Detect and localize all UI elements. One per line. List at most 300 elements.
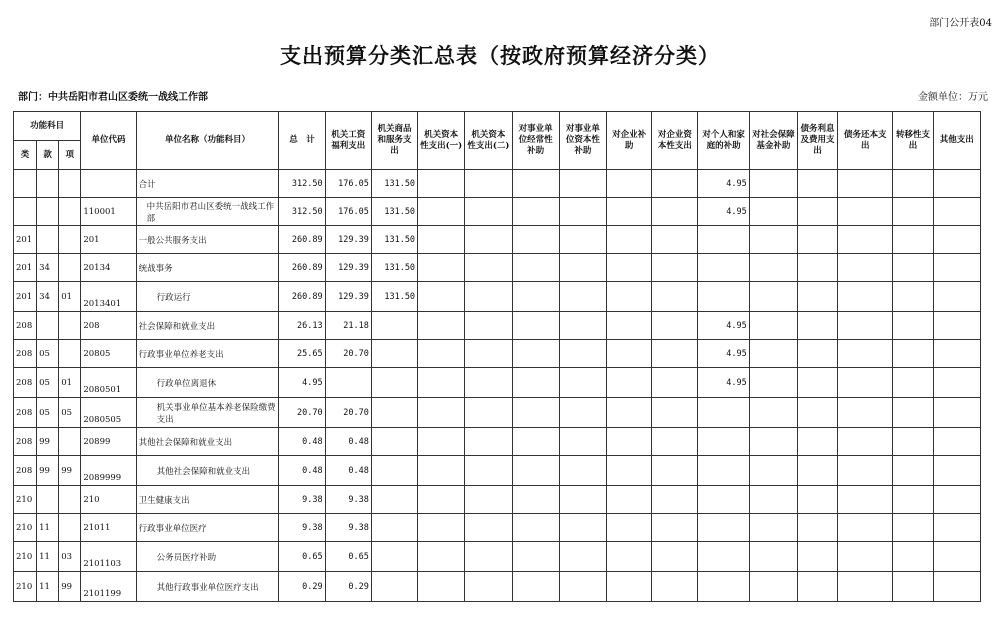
cell-c12 — [838, 170, 893, 198]
cell-c14 — [933, 340, 980, 368]
cell-total: 4.95 — [279, 368, 325, 398]
cell-code: 110001 — [81, 198, 136, 226]
table-row — [14, 486, 981, 514]
cell-c4 — [465, 198, 512, 226]
cell-lei: 208 — [14, 340, 37, 368]
lei-header: 类 — [14, 141, 37, 170]
cell-c7 — [607, 456, 652, 486]
cell-c5 — [512, 428, 559, 456]
cell-name: 行政单位离退休 — [136, 368, 279, 398]
cell-c2 — [371, 368, 417, 398]
cell-total: 9.38 — [279, 486, 325, 514]
cell-c13 — [893, 312, 933, 340]
cell-total: 0.65 — [279, 542, 325, 572]
cell-code: 21011 — [81, 514, 136, 542]
cell-c10 — [749, 456, 797, 486]
cell-c12 — [838, 542, 893, 572]
cell-xiang — [59, 340, 81, 368]
cell-lei: 210 — [14, 572, 37, 602]
cell-c6 — [559, 486, 606, 514]
cell-c10 — [749, 572, 797, 602]
cell-c1: 21.18 — [325, 312, 371, 340]
cell-c3 — [418, 456, 465, 486]
page-title: 支出预算分类汇总表（按政府预算经济分类） — [280, 43, 720, 68]
cell-c6 — [559, 428, 606, 456]
cell-c5 — [512, 456, 559, 486]
cell-c3 — [418, 170, 465, 198]
cell-c8 — [652, 368, 698, 398]
cell-c2 — [371, 456, 417, 486]
cell-c1: 0.48 — [325, 428, 371, 456]
cell-c12 — [838, 368, 893, 398]
cell-c8 — [652, 312, 698, 340]
cell-total: 0.48 — [279, 428, 325, 456]
cell-c2 — [371, 572, 417, 602]
cell-c2: 131.50 — [371, 226, 417, 254]
cell-xiang: 03 — [59, 542, 81, 572]
cell-c12 — [838, 398, 893, 428]
cell-c2 — [371, 514, 417, 542]
cell-c5 — [512, 312, 559, 340]
col-c8-header: 对企业资本性支出 — [652, 112, 698, 170]
cell-c8 — [652, 572, 698, 602]
cell-c3 — [418, 514, 465, 542]
cell-c1: 129.39 — [325, 282, 371, 312]
cell-xiang: 01 — [59, 282, 81, 312]
cell-c4 — [465, 542, 512, 572]
cell-c11 — [797, 514, 837, 542]
cell-c1: 0.29 — [325, 572, 371, 602]
cell-c3 — [418, 340, 465, 368]
cell-c2 — [371, 398, 417, 428]
cell-code: 2013401 — [81, 282, 136, 312]
cell-c9 — [698, 542, 749, 572]
cell-c3 — [418, 428, 465, 456]
cell-c3 — [418, 368, 465, 398]
cell-c4 — [465, 368, 512, 398]
cell-c6 — [559, 282, 606, 312]
cell-c13 — [893, 254, 933, 282]
cell-c7 — [607, 282, 652, 312]
cell-c9 — [698, 254, 749, 282]
table-row — [14, 312, 981, 340]
cell-c14 — [933, 312, 980, 340]
cell-c4 — [465, 514, 512, 542]
unit-name-header: 单位名称（功能科目） — [136, 112, 279, 170]
cell-c5 — [512, 170, 559, 198]
cell-lei: 210 — [14, 514, 37, 542]
cell-c13 — [893, 542, 933, 572]
cell-c3 — [418, 542, 465, 572]
cell-kuan: 11 — [37, 572, 59, 602]
cell-code: 20805 — [81, 340, 136, 368]
cell-name: 卫生健康支出 — [136, 486, 279, 514]
cell-c5 — [512, 514, 559, 542]
cell-kuan: 11 — [37, 542, 59, 572]
cell-lei — [14, 198, 37, 226]
cell-c1: 9.38 — [325, 514, 371, 542]
cell-name: 公务员医疗补助 — [136, 542, 279, 572]
cell-c13 — [893, 514, 933, 542]
cell-kuan: 99 — [37, 456, 59, 486]
cell-c7 — [607, 542, 652, 572]
cell-c13 — [893, 226, 933, 254]
cell-c2: 131.50 — [371, 282, 417, 312]
cell-c6 — [559, 368, 606, 398]
xiang-header: 项 — [59, 141, 81, 170]
cell-c14 — [933, 170, 980, 198]
cell-total: 26.13 — [279, 312, 325, 340]
cell-lei: 201 — [14, 254, 37, 282]
total-header: 总 计 — [279, 112, 325, 170]
cell-c4 — [465, 456, 512, 486]
col-c7-header: 对企业补助 — [607, 112, 652, 170]
cell-c11 — [797, 572, 837, 602]
cell-c1: 129.39 — [325, 226, 371, 254]
kuan-header: 款 — [37, 141, 59, 170]
cell-name: 行政事业单位养老支出 — [136, 340, 279, 368]
cell-name: 机关事业单位基本养老保险缴费支出 — [136, 398, 279, 428]
cell-c12 — [838, 254, 893, 282]
cell-c3 — [418, 198, 465, 226]
cell-c8 — [652, 428, 698, 456]
cell-c5 — [512, 226, 559, 254]
cell-c1: 129.39 — [325, 254, 371, 282]
cell-c6 — [559, 254, 606, 282]
cell-c4 — [465, 572, 512, 602]
cell-kuan — [37, 226, 59, 254]
cell-c1: 0.48 — [325, 456, 371, 486]
cell-lei: 201 — [14, 282, 37, 312]
cell-c12 — [838, 514, 893, 542]
cell-c6 — [559, 226, 606, 254]
col-c12-header: 债务还本支出 — [838, 112, 893, 170]
cell-c1: 0.65 — [325, 542, 371, 572]
cell-c14 — [933, 542, 980, 572]
cell-c7 — [607, 428, 652, 456]
department-label: 部门：中共岳阳市君山区委统一战线工作部 — [18, 92, 208, 103]
cell-c6 — [559, 542, 606, 572]
cell-code — [81, 170, 136, 198]
cell-c7 — [607, 226, 652, 254]
cell-c10 — [749, 514, 797, 542]
cell-total: 260.89 — [279, 254, 325, 282]
cell-c3 — [418, 254, 465, 282]
table-row — [14, 282, 981, 312]
cell-c11 — [797, 398, 837, 428]
func-subject-header: 功能科目 — [14, 112, 81, 141]
cell-c11 — [797, 312, 837, 340]
cell-c2 — [371, 340, 417, 368]
table-row — [14, 514, 981, 542]
cell-lei: 201 — [14, 226, 37, 254]
cell-kuan: 05 — [37, 398, 59, 428]
cell-name: 中共岳阳市君山区委统一战线工作部 — [136, 198, 279, 226]
cell-lei: 208 — [14, 428, 37, 456]
cell-c8 — [652, 340, 698, 368]
cell-xiang — [59, 428, 81, 456]
cell-lei: 210 — [14, 542, 37, 572]
cell-c6 — [559, 514, 606, 542]
cell-c11 — [797, 170, 837, 198]
cell-c10 — [749, 486, 797, 514]
cell-total: 260.89 — [279, 282, 325, 312]
cell-kuan: 11 — [37, 514, 59, 542]
table-row — [14, 542, 981, 572]
cell-c7 — [607, 340, 652, 368]
cell-c12 — [838, 226, 893, 254]
col-c5-header: 对事业单位经常性补助 — [512, 112, 559, 170]
cell-c11 — [797, 456, 837, 486]
cell-c1 — [325, 368, 371, 398]
cell-c4 — [465, 428, 512, 456]
cell-c2 — [371, 312, 417, 340]
cell-c13 — [893, 198, 933, 226]
cell-c10 — [749, 428, 797, 456]
cell-name: 合计 — [136, 170, 279, 198]
cell-c10 — [749, 198, 797, 226]
cell-c8 — [652, 456, 698, 486]
cell-c10 — [749, 254, 797, 282]
cell-c7 — [607, 572, 652, 602]
cell-xiang: 01 — [59, 368, 81, 398]
cell-name: 行政运行 — [136, 282, 279, 312]
cell-c7 — [607, 312, 652, 340]
table-row — [14, 340, 981, 368]
cell-c11 — [797, 542, 837, 572]
cell-code: 2101199 — [81, 572, 136, 602]
cell-c1: 176.05 — [325, 198, 371, 226]
cell-c8 — [652, 398, 698, 428]
cell-xiang: 99 — [59, 572, 81, 602]
cell-name: 社会保障和就业支出 — [136, 312, 279, 340]
cell-c3 — [418, 226, 465, 254]
cell-xiang: 05 — [59, 398, 81, 428]
cell-c14 — [933, 198, 980, 226]
cell-c5 — [512, 572, 559, 602]
cell-c4 — [465, 486, 512, 514]
cell-c10 — [749, 226, 797, 254]
cell-total: 0.48 — [279, 456, 325, 486]
cell-c8 — [652, 170, 698, 198]
cell-c5 — [512, 368, 559, 398]
cell-c11 — [797, 428, 837, 456]
cell-c3 — [418, 486, 465, 514]
col-c14-header: 其他支出 — [933, 112, 980, 170]
unit-code-header: 单位代码 — [81, 112, 136, 170]
col-c6-header: 对事业单位资本性补助 — [559, 112, 606, 170]
cell-code: 20134 — [81, 254, 136, 282]
cell-c5 — [512, 340, 559, 368]
cell-c11 — [797, 486, 837, 514]
cell-code: 20899 — [81, 428, 136, 456]
cell-c9: 4.95 — [698, 198, 749, 226]
cell-c8 — [652, 198, 698, 226]
table-row — [14, 368, 981, 398]
cell-c7 — [607, 398, 652, 428]
cell-c13 — [893, 572, 933, 602]
cell-c8 — [652, 486, 698, 514]
cell-name: 其他社会保障和就业支出 — [136, 428, 279, 456]
budget-table — [13, 111, 981, 602]
cell-name: 其他行政事业单位医疗支出 — [136, 572, 279, 602]
cell-xiang — [59, 312, 81, 340]
cell-c6 — [559, 198, 606, 226]
cell-total: 260.89 — [279, 226, 325, 254]
col-c13-header: 转移性支出 — [893, 112, 933, 170]
cell-c13 — [893, 486, 933, 514]
cell-c8 — [652, 282, 698, 312]
cell-c12 — [838, 428, 893, 456]
cell-c13 — [893, 282, 933, 312]
cell-c11 — [797, 254, 837, 282]
cell-c6 — [559, 398, 606, 428]
cell-c10 — [749, 170, 797, 198]
cell-c12 — [838, 198, 893, 226]
cell-kuan: 34 — [37, 282, 59, 312]
cell-c13 — [893, 368, 933, 398]
col-c2-header: 机关商品和服务支出 — [371, 112, 417, 170]
table-row — [14, 170, 981, 198]
cell-c6 — [559, 456, 606, 486]
cell-c4 — [465, 312, 512, 340]
cell-c4 — [465, 226, 512, 254]
cell-c10 — [749, 340, 797, 368]
cell-code: 2080501 — [81, 368, 136, 398]
cell-c10 — [749, 282, 797, 312]
cell-c8 — [652, 226, 698, 254]
cell-c11 — [797, 198, 837, 226]
cell-c6 — [559, 340, 606, 368]
table-row — [14, 398, 981, 428]
cell-name: 统战事务 — [136, 254, 279, 282]
cell-xiang — [59, 514, 81, 542]
cell-c9 — [698, 282, 749, 312]
cell-c7 — [607, 514, 652, 542]
cell-c9 — [698, 428, 749, 456]
cell-code: 208 — [81, 312, 136, 340]
table-row — [14, 254, 981, 282]
cell-c5 — [512, 282, 559, 312]
form-number: 部门公开表04 — [929, 18, 992, 29]
table-row — [14, 572, 981, 602]
cell-lei: 208 — [14, 398, 37, 428]
col-c4-header: 机关资本性支出(二) — [465, 112, 512, 170]
cell-c7 — [607, 170, 652, 198]
cell-c4 — [465, 398, 512, 428]
cell-c6 — [559, 572, 606, 602]
cell-c13 — [893, 170, 933, 198]
cell-c11 — [797, 340, 837, 368]
cell-c9 — [698, 514, 749, 542]
cell-c14 — [933, 486, 980, 514]
cell-c2 — [371, 486, 417, 514]
cell-c9 — [698, 398, 749, 428]
cell-lei: 208 — [14, 312, 37, 340]
cell-c9 — [698, 486, 749, 514]
cell-name: 行政事业单位医疗 — [136, 514, 279, 542]
cell-lei: 208 — [14, 368, 37, 398]
cell-c8 — [652, 542, 698, 572]
cell-c3 — [418, 312, 465, 340]
table-row — [14, 226, 981, 254]
table-body — [14, 170, 981, 602]
cell-kuan: 05 — [37, 368, 59, 398]
cell-c9: 4.95 — [698, 312, 749, 340]
cell-c13 — [893, 340, 933, 368]
cell-c9: 4.95 — [698, 170, 749, 198]
col-c3-header: 机关资本性支出(一) — [418, 112, 465, 170]
cell-c5 — [512, 486, 559, 514]
cell-c14 — [933, 398, 980, 428]
cell-xiang — [59, 198, 81, 226]
cell-c13 — [893, 456, 933, 486]
cell-c12 — [838, 486, 893, 514]
cell-c4 — [465, 282, 512, 312]
cell-c11 — [797, 368, 837, 398]
cell-xiang — [59, 254, 81, 282]
cell-xiang — [59, 486, 81, 514]
col-c9-header: 对个人和家庭的补助 — [698, 112, 749, 170]
cell-c14 — [933, 254, 980, 282]
cell-c2: 131.50 — [371, 254, 417, 282]
cell-c3 — [418, 572, 465, 602]
cell-c9 — [698, 572, 749, 602]
table-row — [14, 198, 981, 226]
cell-c10 — [749, 368, 797, 398]
cell-c14 — [933, 428, 980, 456]
cell-lei: 208 — [14, 456, 37, 486]
cell-c1: 20.70 — [325, 398, 371, 428]
cell-c6 — [559, 312, 606, 340]
cell-c9 — [698, 226, 749, 254]
cell-kuan — [37, 170, 59, 198]
cell-total: 25.65 — [279, 340, 325, 368]
cell-c9 — [698, 456, 749, 486]
cell-c2 — [371, 542, 417, 572]
col-c11-header: 债务利息及费用支出 — [797, 112, 837, 170]
cell-c10 — [749, 398, 797, 428]
cell-c10 — [749, 542, 797, 572]
cell-c12 — [838, 312, 893, 340]
cell-xiang — [59, 170, 81, 198]
cell-kuan — [37, 312, 59, 340]
cell-total: 312.50 — [279, 198, 325, 226]
cell-c14 — [933, 572, 980, 602]
cell-c7 — [607, 368, 652, 398]
cell-c1: 20.70 — [325, 340, 371, 368]
cell-kuan: 99 — [37, 428, 59, 456]
cell-code: 2080505 — [81, 398, 136, 428]
cell-c14 — [933, 282, 980, 312]
cell-c12 — [838, 572, 893, 602]
cell-c5 — [512, 398, 559, 428]
cell-c1: 176.05 — [325, 170, 371, 198]
cell-c7 — [607, 254, 652, 282]
cell-kuan — [37, 198, 59, 226]
cell-c13 — [893, 428, 933, 456]
col-c10-header: 对社会保障基金补助 — [749, 112, 797, 170]
cell-c7 — [607, 198, 652, 226]
cell-c2: 131.50 — [371, 198, 417, 226]
cell-kuan: 34 — [37, 254, 59, 282]
cell-c2: 131.50 — [371, 170, 417, 198]
cell-c11 — [797, 282, 837, 312]
cell-c3 — [418, 282, 465, 312]
cell-total: 9.38 — [279, 514, 325, 542]
cell-c9: 4.95 — [698, 368, 749, 398]
amount-unit-label: 金额单位：万元 — [918, 92, 988, 103]
